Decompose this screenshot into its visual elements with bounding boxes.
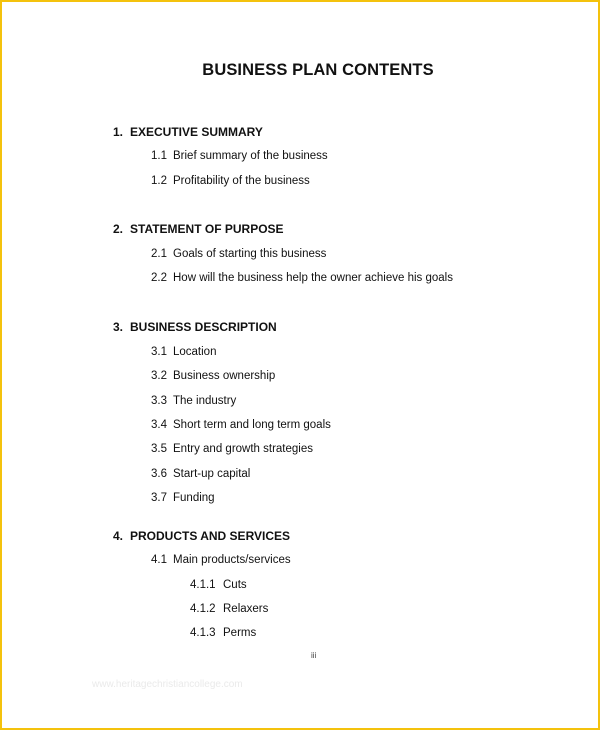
toc-subitem: [190, 603, 268, 615]
section-number: 2.: [113, 222, 124, 236]
subitem-number: 4.1.3: [190, 627, 216, 639]
item-label: Location: [173, 346, 217, 358]
toc-subitem: [190, 627, 256, 639]
section-heading-statement-of-purpose: [113, 222, 284, 236]
page-number: iii: [311, 651, 317, 660]
toc-item: [151, 554, 291, 566]
item-number: 2.2: [151, 272, 167, 284]
item-number: 3.2: [151, 370, 167, 382]
item-label: How will the business help the owner achieve his goals: [173, 272, 453, 284]
item-number: 1.2: [151, 175, 167, 187]
item-number: 1.1: [151, 150, 167, 162]
item-label: Entry and growth strategies: [173, 443, 313, 455]
watermark-text: www.heritagechristiancollege.com: [92, 679, 243, 690]
section-label: BUSINESS DESCRIPTION: [130, 320, 277, 334]
toc-subitem: [190, 579, 247, 591]
item-label: Profitability of the business: [173, 175, 310, 187]
item-label: Main products/services: [173, 554, 291, 566]
toc-item: [151, 370, 275, 382]
toc-item: [151, 272, 453, 284]
item-label: Goals of starting this business: [173, 248, 327, 260]
item-label: Brief summary of the business: [173, 150, 328, 162]
item-label: Business ownership: [173, 370, 276, 382]
item-label: Funding: [173, 492, 215, 504]
section-number: 4.: [113, 529, 124, 543]
item-number: 3.6: [151, 468, 167, 480]
section-label: EXECUTIVE SUMMARY: [130, 125, 263, 139]
item-number: 3.1: [151, 346, 167, 358]
item-number: 3.5: [151, 443, 167, 455]
section-heading-executive-summary: [113, 125, 263, 139]
subitem-label: Relaxers: [223, 603, 269, 615]
toc-item: [151, 248, 326, 260]
item-label: Start-up capital: [173, 468, 251, 480]
toc-item: [151, 492, 215, 504]
subitem-number: 4.1.1: [190, 579, 216, 591]
toc-item: [151, 468, 250, 480]
item-label: The industry: [173, 395, 237, 407]
subitem-number: 4.1.2: [190, 603, 216, 615]
toc-item: [151, 150, 328, 162]
section-number: 3.: [113, 320, 124, 334]
toc-item: [151, 443, 313, 455]
item-label: Short term and long term goals: [173, 419, 331, 431]
section-heading-products-and-services: [113, 529, 290, 543]
section-label: PRODUCTS AND SERVICES: [130, 529, 291, 543]
toc-item: [151, 346, 216, 358]
item-number: 3.4: [151, 419, 167, 431]
page-title: BUSINESS PLAN CONTENTS: [202, 61, 434, 79]
item-number: 4.1: [151, 554, 167, 566]
subitem-label: Cuts: [223, 579, 247, 591]
section-heading-business-description: [113, 320, 277, 334]
toc-item: [151, 419, 331, 431]
subitem-label: Perms: [223, 627, 257, 639]
toc-item: [151, 175, 310, 187]
item-number: 2.1: [151, 248, 167, 260]
section-label: STATEMENT OF PURPOSE: [130, 222, 284, 236]
section-number: 1.: [113, 125, 124, 139]
item-number: 3.7: [151, 492, 167, 504]
toc-item: [151, 395, 236, 407]
item-number: 3.3: [151, 395, 167, 407]
